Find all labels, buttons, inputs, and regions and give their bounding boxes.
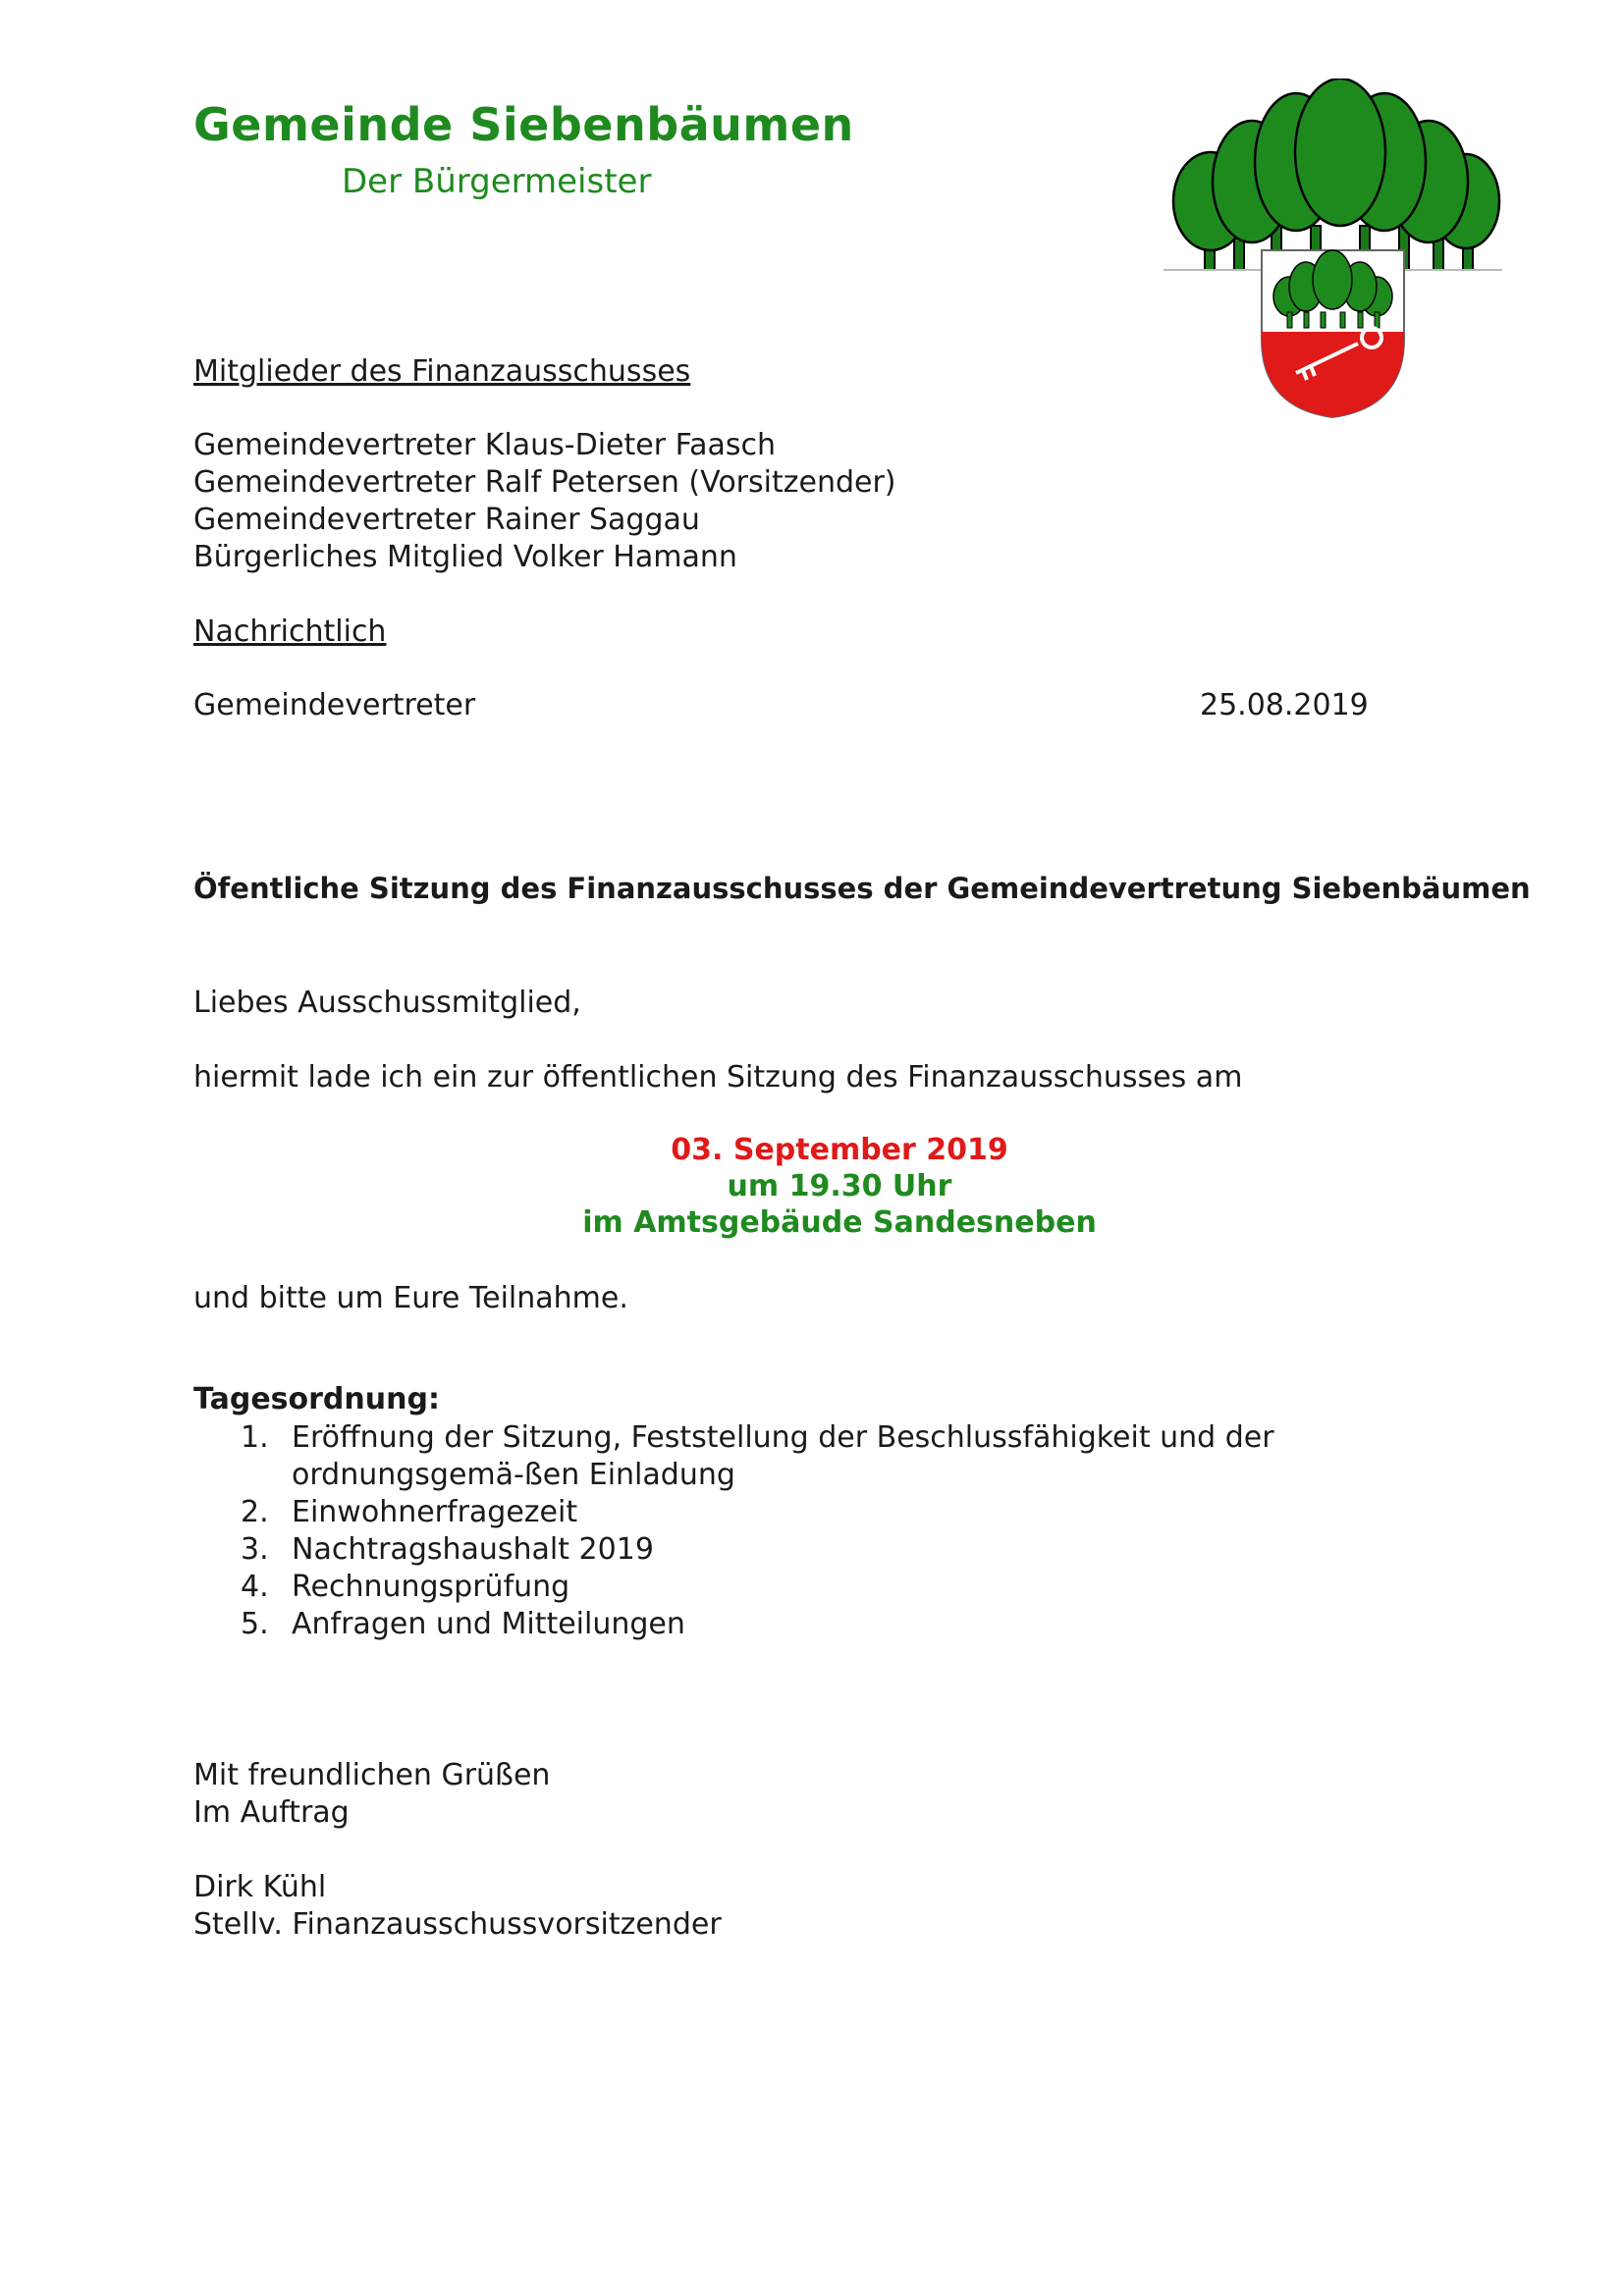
signoff-on-behalf: Im Auftrag: [193, 1795, 350, 1830]
agenda-number: 5.: [241, 1607, 269, 1641]
closing-request: und bitte um Eure Teilnahme.: [193, 1281, 628, 1315]
cc-heading: Nachrichtlich: [193, 614, 387, 649]
agenda-text: Anfragen und Mitteilungen: [292, 1607, 685, 1641]
meeting-time: um 19.30 Uhr: [727, 1169, 952, 1203]
signoff-greeting: Mit freundlichen Grüßen: [193, 1758, 551, 1792]
recipient-line: Gemeindevertreter Rainer Saggau: [193, 503, 700, 537]
agenda-number: 3.: [241, 1532, 269, 1567]
agenda-text: Rechnungsprüfung: [292, 1570, 570, 1604]
agenda-title: Tagesordnung:: [193, 1382, 440, 1416]
agenda-text: Nachtragshaushalt 2019: [292, 1532, 654, 1567]
agenda-list: [241, 1419, 1497, 1643]
mayor-subtitle: Der Bürgermeister: [342, 162, 652, 201]
signatory-role: Stellv. Finanzausschussvorsitzender: [193, 1907, 722, 1942]
agenda-number: 2.: [241, 1495, 269, 1529]
cc-line: Gemeindevertreter: [193, 688, 476, 722]
meeting-date: 03. September 2019: [671, 1133, 1008, 1167]
agenda-item: [241, 1569, 1497, 1606]
agenda-item: [241, 1419, 1497, 1494]
recipient-line: Gemeindevertreter Klaus-Dieter Faasch: [193, 428, 777, 462]
shield-icon: [1262, 250, 1404, 417]
agenda-item: [241, 1606, 1497, 1643]
agenda-item: [241, 1531, 1497, 1569]
recipients-heading: Mitglieder des Finanzausschusses: [193, 354, 691, 389]
agenda-item: [241, 1494, 1497, 1531]
agenda-number: 4.: [241, 1570, 269, 1604]
agenda-text: Einwohnerfragezeit: [292, 1495, 578, 1529]
agenda-number: 1.: [241, 1420, 269, 1455]
agenda-text: Eröffnung der Sitzung, Feststellung der Beschlussfähigkeit und der ordnungsgemä-ßen Einladung: [292, 1420, 1274, 1492]
signatory-name: Dirk Kühl: [193, 1870, 327, 1904]
recipient-line: Gemeindevertreter Ralf Petersen (Vorsitzender): [193, 465, 896, 500]
letter-subject: Öfentliche Sitzung des Finanzausschusses der Gemeindevertretung Siebenbäumen: [193, 872, 1531, 905]
municipality-title: Gemeinde Siebenbäumen: [193, 98, 854, 151]
recipient-line: Bürgerliches Mitglied Volker Hamann: [193, 540, 737, 574]
letter-date: 25.08.2019: [1200, 688, 1369, 722]
coat-of-arms-logo-icon: [1164, 79, 1502, 427]
intro-text: hiermit lade ich ein zur öffentlichen Sitzung des Finanzausschusses am: [193, 1060, 1243, 1095]
meeting-place: im Amtsgebäude Sandesneben: [582, 1205, 1097, 1240]
salutation: Liebes Ausschussmitglied,: [193, 986, 581, 1020]
